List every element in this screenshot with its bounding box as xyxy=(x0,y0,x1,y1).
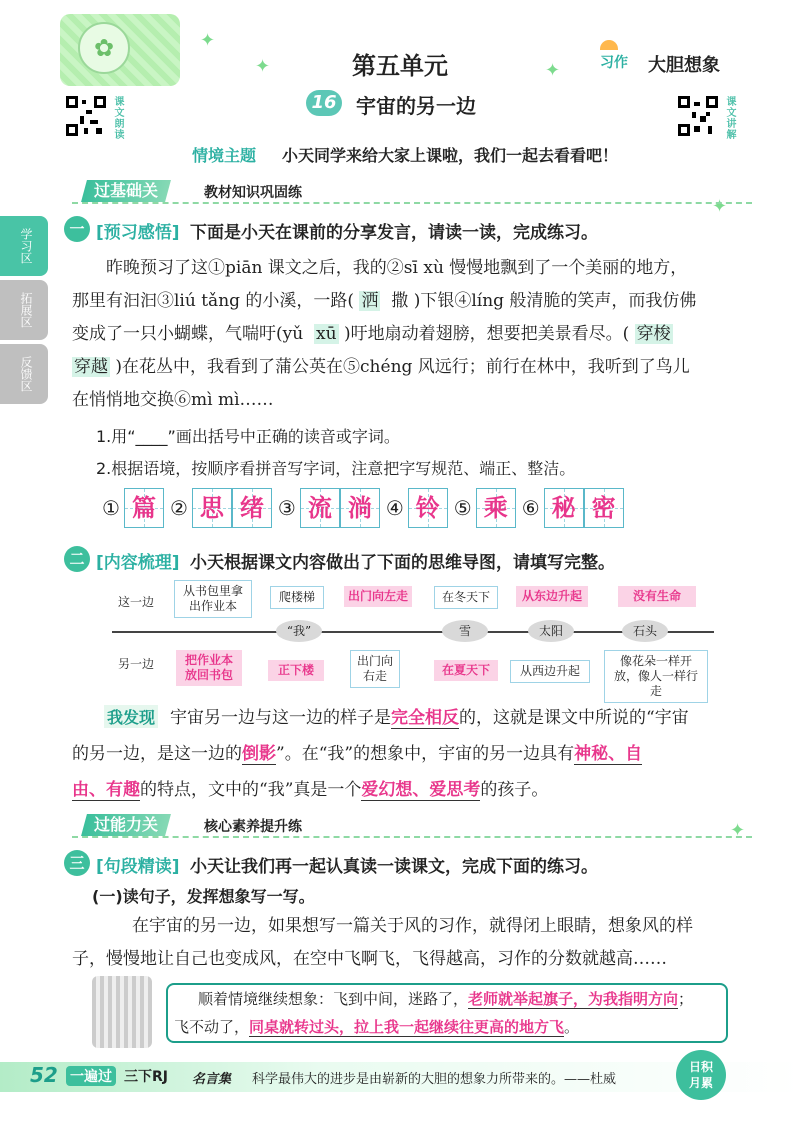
choice-xu-correct[interactable]: xū xyxy=(316,324,337,344)
answer-box[interactable]: 思 xyxy=(192,488,232,528)
choice-sa-alt[interactable]: 撒 xyxy=(391,291,409,311)
situation-text: 小天同学来给大家上课啦，我们一起去看看吧！ xyxy=(282,146,619,165)
xizuo-label: 习作 xyxy=(600,55,628,71)
answer-num: ① xyxy=(102,496,120,520)
answer-box[interactable]: 密 xyxy=(584,488,624,528)
mm-this-side: 这一边 xyxy=(118,595,155,609)
section-basic-band xyxy=(72,180,752,204)
qr-code-left-icon[interactable] xyxy=(66,96,106,136)
answer-fill[interactable]: 老师就举起旗子，为我指明方向 xyxy=(468,990,679,1008)
star-icon: ✦ xyxy=(200,30,216,51)
discover-line-2: 的另一边，是这一边的倒影”。在“我”的想象中，宇宙的另一边具有神秘、自 xyxy=(72,744,643,764)
discover-line-1: 宇宙另一边与这一边的样子是完全相反的，这就是课文中所说的“宇宙 xyxy=(170,708,689,728)
answer-num: ② xyxy=(169,496,188,520)
mm-top-1: 从书包里拿出作业本 xyxy=(174,580,252,618)
q1-passage xyxy=(72,252,748,417)
situation-label: 情境主题 xyxy=(192,146,257,165)
mm-other-side: 另一边 xyxy=(118,657,155,671)
tab-extend[interactable]: 拓展区 xyxy=(0,280,48,340)
q2-tag: [内容梳理] xyxy=(96,553,180,573)
qr-left-label: 课文朗读 xyxy=(112,96,123,140)
q3-part: (一)读句子，发挥想象写一写。 xyxy=(92,887,315,906)
mm-bottom-5: 从西边升起 xyxy=(510,660,590,683)
xizuo-topic: 大胆想象 xyxy=(648,55,720,76)
choice-chuansuo-correct[interactable]: 穿梭 xyxy=(636,324,671,344)
section-ability-sub: 核心素养提升练 xyxy=(204,819,302,835)
answer-fill[interactable]: 神秘、自 xyxy=(574,744,643,764)
passage-line: 昨晚预习了这①piān 课文之后，我的②sī xù 慢慢地飘到了一个美丽的地方， xyxy=(106,258,688,278)
mm-top-4: 在冬天下 xyxy=(434,586,498,609)
qr-right-label: 课文讲解 xyxy=(724,96,735,140)
answer-box[interactable]: 绪 xyxy=(232,488,272,528)
brand-logo: 一遍过 xyxy=(66,1066,116,1086)
answer-box[interactable]: 流 xyxy=(300,488,340,528)
section-ability-tag: 过能力关 xyxy=(94,815,159,834)
tab-study[interactable]: 学习区 xyxy=(0,216,48,276)
choice-sa-correct[interactable]: 洒 xyxy=(361,291,379,311)
mascot-icon: ✿ xyxy=(78,22,130,74)
q3-tag: [句段精读] xyxy=(96,857,180,877)
q1-prompt: 下面是小天在课前的分享发言，请读一读，完成练习。 xyxy=(190,223,598,243)
mm-bottom-3: 出门向右走 xyxy=(350,650,400,688)
discover-label: 我发现 xyxy=(104,705,158,728)
q3-prompt: 小天让我们再一起认真读一读课文，完成下面的练习。 xyxy=(190,857,598,877)
answer-box[interactable]: 乘 xyxy=(476,488,516,528)
answer-num: ⑥ xyxy=(521,496,540,520)
mm-top-3: 出门向左走 xyxy=(344,586,412,607)
section-basic-sub: 教材知识巩固练 xyxy=(204,185,302,201)
answer-box[interactable]: 篇 xyxy=(124,488,164,528)
choice-chuanyue-alt[interactable]: 穿越 xyxy=(74,357,108,377)
q1-number: 一 xyxy=(64,216,90,242)
grade-label: 三下RJ xyxy=(124,1069,168,1085)
answer-fill[interactable]: 倒影 xyxy=(242,744,276,764)
discover-line-3: 由、有趣的特点，文中的“我”真是一个爱幻想、爱思考的孩子。 xyxy=(72,780,549,800)
answer-box[interactable]: 秘 xyxy=(544,488,584,528)
student-avatar xyxy=(92,976,152,1048)
star-icon: ✦ xyxy=(255,56,271,77)
mm-axis-sun: 太阳 xyxy=(528,620,574,642)
answer-box[interactable]: 淌 xyxy=(340,488,380,528)
passage-line: 那里有汩汩③liú tǎng 的小溪，一路( xyxy=(72,291,355,311)
sun-icon xyxy=(600,40,618,50)
answer-num: ⑤ xyxy=(453,496,472,520)
star-icon: ✦ xyxy=(730,820,746,841)
section-ability-band xyxy=(72,814,752,838)
answer-fill[interactable]: 同桌就转过头，拉上我一起继续往更高的地方飞 xyxy=(249,1018,565,1036)
answer-num: ④ xyxy=(385,496,404,520)
lesson-title: 宇宙的另一边 xyxy=(356,94,476,118)
q1-tag: [预习感悟] xyxy=(96,223,180,243)
tab-feedback[interactable]: 反馈区 xyxy=(0,344,48,404)
q3-number: 三 xyxy=(64,850,90,876)
answer-fill[interactable]: 爱幻想、爱思考 xyxy=(361,780,481,800)
passage-line: 在悄悄地交换⑥mì mì…… xyxy=(72,390,274,410)
quote-text: 科学最伟大的进步是由崭新的大胆的想象力所带来的。——杜威 xyxy=(252,1072,617,1087)
mm-axis-stone: 石头 xyxy=(622,620,668,642)
note-line-1: 顺着情境继续想象：飞到中间，迷路了，老师就举起旗子，为我指明方向； xyxy=(198,990,694,1008)
answer-num: ③ xyxy=(277,496,296,520)
lesson-number-badge: 16 xyxy=(306,90,342,116)
answer-fill[interactable]: 由、有趣 xyxy=(72,780,140,800)
section-basic-tag: 过基础关 xyxy=(94,181,159,200)
mm-bottom-6: 像花朵一样开放，像人一样行走 xyxy=(604,650,708,703)
unit-title: 第五单元 xyxy=(352,52,448,80)
riji-badge: 日积月累 xyxy=(676,1050,726,1100)
passage-line: )下银④líng 般清脆的笑声，而我仿佛 xyxy=(413,291,697,311)
passage-line: )在花丛中，我看到了蒲公英在⑤chéng 风远行；前行在林中，我听到了鸟儿 xyxy=(115,357,690,377)
q1-sub2: 2.根据语境，按顺序看拼音写字词，注意把字写规范、端正、整洁。 xyxy=(96,459,576,478)
mm-bottom-4: 在夏天下 xyxy=(434,660,498,681)
star-icon: ✦ xyxy=(712,196,728,217)
answer-box[interactable]: 铃 xyxy=(408,488,448,528)
answer-fill[interactable]: 完全相反 xyxy=(391,708,459,728)
quote-label: 名言集 xyxy=(192,1072,232,1087)
q1-sub1: 1.用“____”画出括号中正确的读音或字词。 xyxy=(96,427,400,446)
mm-top-6: 没有生命 xyxy=(618,586,696,607)
passage-line: 变成了一只小蝴蝶，气喘吁(yǔ xyxy=(72,324,304,344)
mm-bottom-2: 正下楼 xyxy=(268,660,324,681)
mm-top-2: 爬楼梯 xyxy=(270,586,324,609)
answer-grid xyxy=(96,488,624,528)
qr-code-right-icon[interactable] xyxy=(678,96,718,136)
q2-prompt: 小天根据课文内容做出了下面的思维导图，请填写完整。 xyxy=(190,553,615,573)
mm-axis-snow: 雪 xyxy=(442,620,488,642)
page-number: 52 xyxy=(30,1063,58,1087)
passage-line: )吁地扇动着翅膀，想要把美景看尽。( xyxy=(343,324,630,344)
mm-bottom-1: 把作业本放回书包 xyxy=(176,650,242,686)
q3-passage: 在宇宙的另一边，如果想写一篇关于风的习作，就得闭上眼睛，想象风的样 子，慢慢地让自己也变成风，在空中飞啊飞，飞得越高，习作的分数就越高…… xyxy=(72,916,693,969)
note-line-2: 飞不动了，同桌就转过头，拉上我一起继续往更高的地方飞。 xyxy=(174,1018,580,1036)
q2-number: 二 xyxy=(64,546,90,572)
mm-axis-wo: “我” xyxy=(276,620,322,642)
mm-top-5: 从东边升起 xyxy=(516,586,588,607)
star-icon: ✦ xyxy=(545,60,561,81)
